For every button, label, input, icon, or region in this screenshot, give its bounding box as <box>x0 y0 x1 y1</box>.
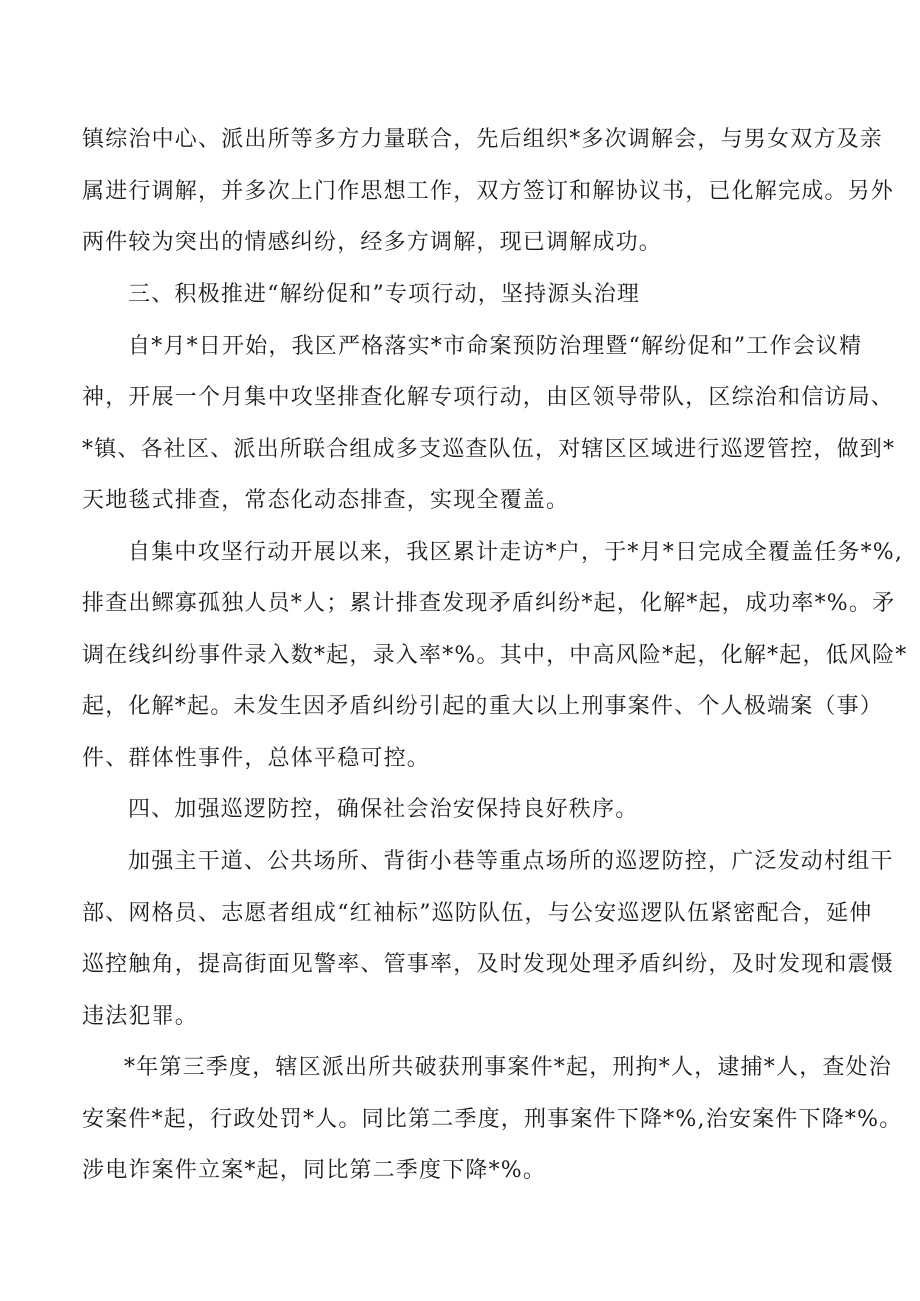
body-line: 排查出鳏寡孤独人员*人；累计排查发现矛盾纠纷*起，化解*起，成功率*%。矛 <box>82 591 896 616</box>
body-line: *镇、各社区、派出所联合组成多支巡查队伍，对辖区区域进行巡逻管控，做到* <box>82 437 896 462</box>
body-line: 镇综治中心、派出所等多方力量联合，先后组织*多次调解会，与男女双方及亲 <box>82 127 884 152</box>
body-line: 起，化解*起。未发生因矛盾纠纷引起的重大以上刑事案件、个人极端案（事） <box>82 694 884 719</box>
body-line: 调在线纠纷事件录入数*起，录入率*%。其中，中高风险*起，化解*起，低风险* <box>82 643 908 668</box>
paragraph-first-line: 自*月*日开始，我区严格落实*市命案预防治理暨“解纷促和”工作会议精 <box>128 334 863 359</box>
section-heading: 四、加强巡逻防控，确保社会治安保持良好秩序。 <box>128 797 639 822</box>
paragraph-first-line: *年第三季度，辖区派出所共破获刑事案件*起，刑拘*人，逮捕*人，查处治 <box>124 1055 893 1080</box>
body-line: 天地毯式排查，常态化动态排查，实现全覆盖。 <box>82 488 570 513</box>
body-line: 部、网格员、志愿者组成“红袖标”巡防队伍，与公安巡逻队伍紧密配合，延伸 <box>82 901 873 926</box>
body-line: 安案件*起，行政处罚*人。同比第二季度，刑事案件下降*%,治安案件下降*%。 <box>82 1107 903 1132</box>
body-line: 违法犯罪。 <box>82 1004 199 1029</box>
paragraph-first-line: 自集中攻坚行动开展以来，我区累计走访*户，于*月*日完成全覆盖任务*%, <box>128 540 904 565</box>
body-line: 涉电诈案件立案*起，同比第二季度下降*%。 <box>82 1158 547 1183</box>
body-line: 两件较为突出的情感纠纷，经多方调解，现已调解成功。 <box>82 230 663 255</box>
body-line: 件、群体性事件，总体平稳可控。 <box>82 746 431 771</box>
body-line: 巡控触角，提高街面见警率、管事率，及时发现处理矛盾纠纷，及时发现和震慑 <box>82 952 895 977</box>
paragraph-first-line: 加强主干道、公共场所、背街小巷等重点场所的巡逻防控，广泛发动村组干 <box>128 849 894 874</box>
section-heading: 三、积极推进“解纷促和”专项行动，坚持源头治理 <box>128 282 641 307</box>
body-line: 属进行调解，并多次上门作思想工作，双方签订和解协议书，已化解完成。另外 <box>82 179 895 204</box>
body-line: 神，开展一个月集中攻坚排查化解专项行动，由区领导带队，区综治和信访局、 <box>82 385 895 410</box>
